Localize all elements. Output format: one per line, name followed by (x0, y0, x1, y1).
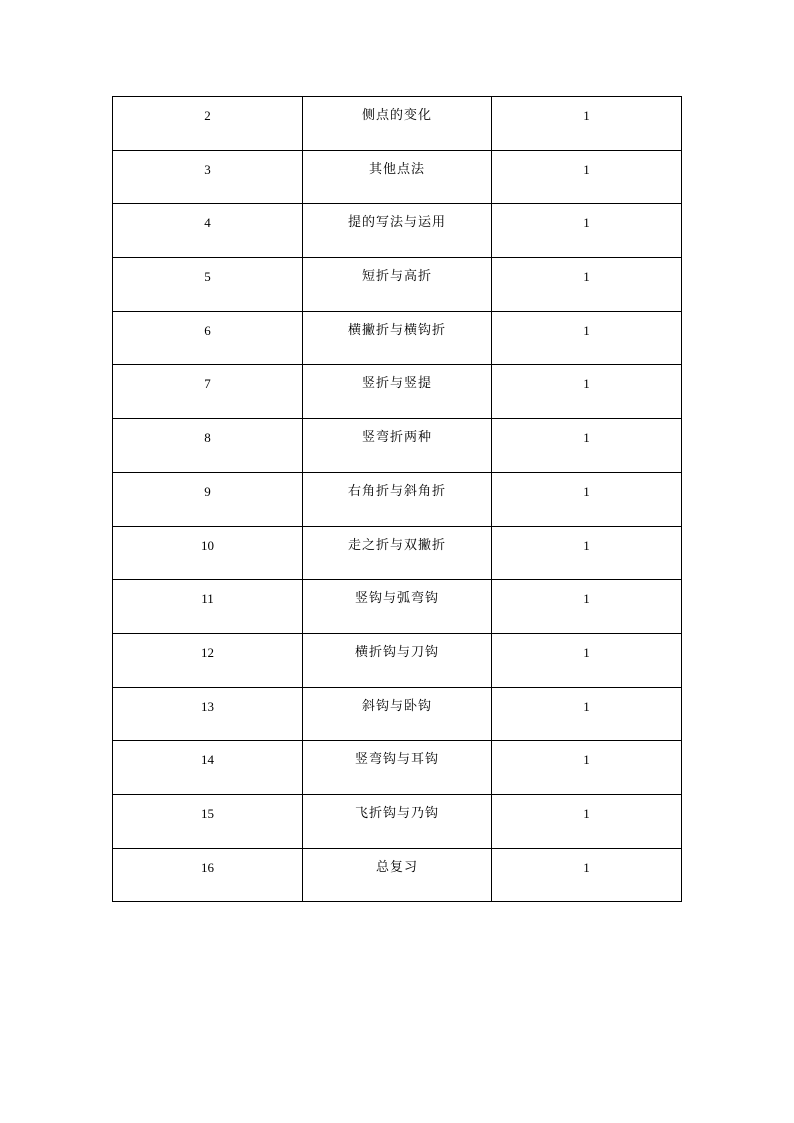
lesson-topic-text: 竖弯钩与耳钩 (354, 752, 439, 768)
lesson-hours-text: 1 (583, 483, 590, 499)
table-row (113, 741, 682, 795)
lesson-hours-text: 1 (583, 698, 590, 714)
lesson-hours-cell (492, 794, 682, 848)
lesson-topic-cell (303, 419, 492, 473)
lesson-hours-text: 1 (583, 805, 590, 821)
lesson-topic-text: 横撇折与横钩折 (347, 322, 446, 338)
lesson-topic-text: 竖折与竖提 (361, 376, 432, 392)
table-row (113, 97, 682, 151)
lesson-topic-text: 侧点的变化 (361, 108, 432, 123)
lesson-number-cell (113, 472, 303, 526)
table-row (113, 687, 682, 741)
table-row (113, 150, 682, 204)
lesson-number-text: 13 (201, 698, 214, 714)
lesson-hours-text: 1 (583, 430, 590, 446)
table-row (113, 472, 682, 526)
lesson-number-cell (113, 97, 303, 151)
table-row (113, 848, 682, 902)
lesson-topic-cell (303, 204, 492, 258)
lesson-topic-cell (303, 526, 492, 580)
table-row (113, 419, 682, 473)
lesson-number-cell (113, 633, 303, 687)
lesson-number-cell (113, 204, 303, 258)
lesson-topic-cell (303, 580, 492, 634)
lesson-number-cell (113, 580, 303, 634)
lesson-hours-cell (492, 97, 682, 151)
table-row (113, 526, 682, 580)
lesson-number-text: 11 (201, 591, 214, 607)
lesson-topic-cell (303, 311, 492, 365)
lesson-hours-cell (492, 258, 682, 312)
lesson-number-cell (113, 526, 303, 580)
lesson-number-cell (113, 741, 303, 795)
lesson-number-text: 16 (201, 859, 214, 875)
lesson-number-cell (113, 365, 303, 419)
lesson-hours-text: 1 (583, 591, 590, 607)
lesson-number-text: 3 (204, 161, 211, 177)
lesson-number-text: 5 (204, 269, 211, 285)
lesson-number-text: 9 (204, 483, 211, 499)
lesson-topic-text: 斜钩与卧钩 (361, 698, 432, 714)
lesson-topic-cell (303, 848, 492, 902)
lesson-hours-text: 1 (583, 859, 590, 875)
lesson-topic-text: 总复习 (375, 859, 418, 875)
lesson-topic-cell (303, 258, 492, 312)
lesson-hours-cell (492, 687, 682, 741)
lesson-hours-text: 1 (583, 376, 590, 392)
lesson-number-text: 4 (204, 215, 211, 231)
lesson-number-text: 2 (204, 108, 211, 123)
lesson-hours-cell (492, 526, 682, 580)
lesson-hours-cell (492, 150, 682, 204)
lesson-schedule-table (112, 96, 682, 902)
lesson-hours-text: 1 (583, 537, 590, 553)
lesson-hours-cell (492, 580, 682, 634)
table-row (113, 794, 682, 848)
lesson-topic-cell (303, 150, 492, 204)
lesson-hours-cell (492, 311, 682, 365)
lesson-hours-text: 1 (583, 752, 590, 768)
table-row (113, 311, 682, 365)
lesson-hours-cell (492, 204, 682, 258)
lesson-hours-text: 1 (583, 644, 590, 660)
table-row (113, 580, 682, 634)
lesson-number-cell (113, 687, 303, 741)
lesson-number-text: 15 (201, 805, 214, 821)
lesson-number-cell (113, 794, 303, 848)
lesson-topic-text: 短折与高折 (361, 269, 432, 285)
lesson-number-text: 8 (204, 430, 211, 446)
lesson-number-text: 7 (204, 376, 211, 392)
lesson-number-cell (113, 150, 303, 204)
lesson-number-text: 12 (201, 644, 214, 660)
lesson-hours-text: 1 (583, 161, 590, 177)
lesson-hours-cell (492, 472, 682, 526)
lesson-topic-cell (303, 687, 492, 741)
lesson-topic-text: 提的写法与运用 (347, 215, 446, 231)
lesson-hours-text: 1 (583, 108, 590, 123)
lesson-topic-text: 横折钩与刀钩 (354, 644, 439, 660)
table-row (113, 204, 682, 258)
lesson-topic-cell (303, 633, 492, 687)
lesson-topic-text: 其他点法 (368, 161, 425, 177)
lesson-hours-cell (492, 741, 682, 795)
lesson-hours-cell (492, 633, 682, 687)
lesson-topic-cell (303, 741, 492, 795)
lesson-number-text: 6 (204, 322, 211, 338)
lesson-hours-cell (492, 419, 682, 473)
lesson-number-cell (113, 419, 303, 473)
lesson-hours-text: 1 (583, 322, 590, 338)
lesson-topic-cell (303, 365, 492, 419)
lesson-hours-cell (492, 848, 682, 902)
lesson-number-text: 10 (201, 537, 214, 553)
table-row (113, 258, 682, 312)
lesson-number-cell (113, 311, 303, 365)
lesson-topic-text: 竖钩与弧弯钩 (354, 591, 439, 607)
lesson-hours-text: 1 (583, 269, 590, 285)
lesson-topic-text: 走之折与双撇折 (347, 537, 446, 553)
lesson-topic-text: 飞折钩与乃钩 (354, 805, 439, 821)
lesson-hours-text: 1 (583, 215, 590, 231)
lesson-topic-text: 右角折与斜角折 (347, 483, 446, 499)
lesson-number-cell (113, 848, 303, 902)
table-row (113, 365, 682, 419)
lesson-topic-cell (303, 794, 492, 848)
table-row (113, 633, 682, 687)
lesson-topic-text: 竖弯折两种 (361, 430, 432, 446)
table-body (113, 97, 682, 902)
lesson-number-cell (113, 258, 303, 312)
lesson-topic-cell (303, 472, 492, 526)
lesson-topic-cell (303, 97, 492, 151)
lesson-hours-cell (492, 365, 682, 419)
lesson-number-text: 14 (201, 752, 214, 768)
